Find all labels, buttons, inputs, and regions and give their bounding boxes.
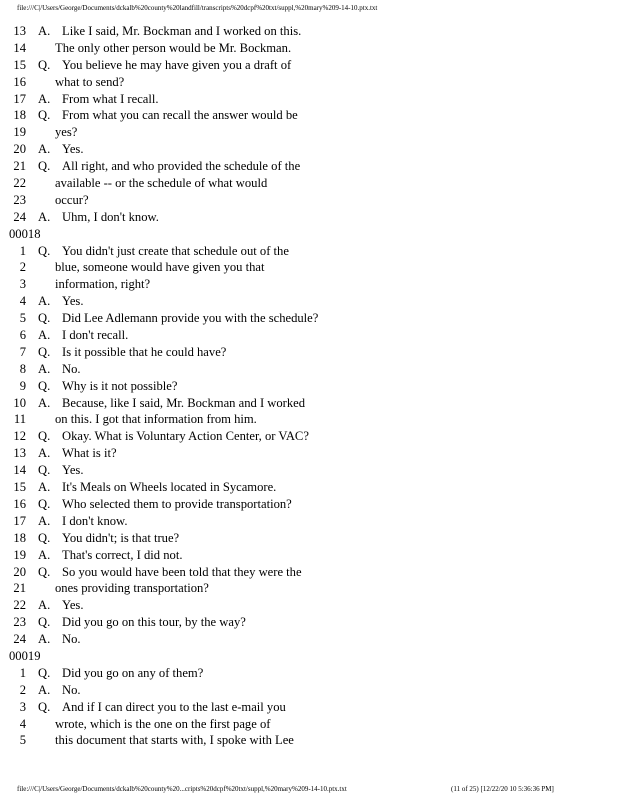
transcript-line	[0, 530, 618, 547]
line-text: You believe he may have given you a draft of	[62, 57, 292, 72]
line-text: From what I recall.	[62, 91, 159, 106]
transcript-line	[0, 699, 618, 716]
speaker-label: A.	[38, 632, 51, 647]
transcript-line	[0, 597, 618, 614]
transcript-line	[0, 192, 618, 209]
line-number: 5	[19, 311, 26, 326]
line-text: Because, like I said, Mr. Bockman and I worked	[62, 395, 306, 410]
speaker-label: A.	[38, 142, 51, 157]
line-text: That's correct, I did not.	[62, 547, 183, 562]
line-text: And if I can direct you to the last e-mail you	[62, 699, 286, 714]
line-text: on this. I got that information from him.	[55, 412, 257, 427]
page-marker	[0, 648, 618, 665]
line-number: 17	[13, 91, 26, 106]
transcript-line	[0, 547, 618, 564]
line-number: 4	[19, 716, 26, 731]
line-number: 12	[13, 429, 26, 444]
line-number: 24	[13, 209, 26, 224]
speaker-label: A.	[38, 598, 51, 613]
transcript-line	[0, 158, 618, 175]
page-marker	[0, 226, 618, 243]
speaker-label: A.	[38, 24, 51, 38]
line-number: 24	[13, 632, 26, 647]
line-text: The only other person would be Mr. Bockman.	[55, 40, 292, 55]
line-text: I don't know.	[62, 513, 128, 528]
transcript-line	[0, 614, 618, 631]
line-number: 10	[13, 395, 26, 410]
line-text: What is it?	[62, 446, 117, 461]
line-number: 23	[13, 192, 26, 207]
speaker-label: Q.	[38, 429, 51, 444]
transcript-line	[0, 395, 618, 412]
line-number: 19	[13, 125, 26, 140]
transcript-line	[0, 682, 618, 699]
page-number: 00019	[9, 648, 41, 663]
speaker-label: Q.	[38, 344, 51, 359]
transcript-line	[0, 631, 618, 648]
line-text: No.	[62, 361, 81, 376]
transcript-line	[0, 276, 618, 293]
line-text: Yes.	[62, 598, 84, 613]
transcript-line	[0, 580, 618, 597]
transcript-line	[0, 732, 618, 749]
transcript-line	[0, 23, 618, 40]
transcript-line	[0, 361, 618, 378]
speaker-label: Q.	[38, 564, 51, 579]
line-text: You didn't just create that schedule out of the	[62, 243, 289, 258]
line-number: 16	[13, 496, 26, 511]
line-text: From what you can recall the answer would be	[62, 108, 298, 123]
transcript-line	[0, 74, 618, 91]
speaker-label: Q.	[38, 108, 51, 123]
transcript-line	[0, 40, 618, 57]
line-text: No.	[62, 682, 81, 697]
transcript-body	[0, 23, 618, 749]
speaker-label: A.	[38, 328, 51, 343]
speaker-label: Q.	[38, 57, 51, 72]
speaker-label: Q.	[38, 615, 51, 630]
line-text: It's Meals on Wheels located in Sycamore.	[62, 480, 277, 495]
line-number: 4	[19, 294, 26, 309]
line-number: 16	[13, 74, 26, 89]
line-text: You didn't; is that true?	[62, 530, 180, 545]
line-number: 11	[13, 412, 26, 427]
transcript-line	[0, 479, 618, 496]
transcript-line	[0, 107, 618, 124]
line-number: 7	[19, 344, 26, 359]
line-text: Yes.	[62, 142, 84, 157]
line-number: 22	[13, 176, 26, 191]
speaker-label: Q.	[38, 463, 51, 478]
line-text: occur?	[55, 192, 89, 207]
line-text: Why is it not possible?	[62, 378, 178, 393]
transcript-line	[0, 428, 618, 445]
transcript-line	[0, 665, 618, 682]
transcript-line	[0, 293, 618, 310]
line-text: Did Lee Adlemann provide you with the schedule?	[62, 311, 319, 326]
line-number: 23	[13, 615, 26, 630]
line-number: 3	[19, 277, 26, 292]
line-number: 13	[13, 24, 26, 38]
transcript-line	[0, 243, 618, 260]
transcript-line	[0, 513, 618, 530]
page-info-footer: (11 of 25) [12/22/20 10 5:36:36 PM]	[451, 785, 554, 793]
transcript-line	[0, 716, 618, 733]
line-number: 6	[19, 328, 26, 343]
line-text: yes?	[55, 125, 78, 140]
speaker-label: A.	[38, 513, 51, 528]
speaker-label: A.	[38, 446, 51, 461]
line-text: Who selected them to provide transportation?	[62, 496, 292, 511]
speaker-label: Q.	[38, 496, 51, 511]
line-number: 21	[13, 159, 26, 174]
transcript-line	[0, 57, 618, 74]
speaker-label: Q.	[38, 665, 51, 680]
line-number: 15	[13, 480, 26, 495]
transcript-line	[0, 496, 618, 513]
line-number: 20	[13, 142, 26, 157]
line-text: Did you go on this tour, by the way?	[62, 615, 246, 630]
line-number: 14	[13, 463, 26, 478]
transcript-line	[0, 411, 618, 428]
transcript-line	[0, 378, 618, 395]
line-number: 19	[13, 547, 26, 562]
transcript-line	[0, 259, 618, 276]
speaker-label: A.	[38, 209, 51, 224]
speaker-label: Q.	[38, 378, 51, 393]
line-text: Uhm, I don't know.	[62, 209, 159, 224]
line-number: 1	[19, 243, 26, 258]
line-text: what to send?	[55, 74, 125, 89]
transcript-line	[0, 564, 618, 581]
transcript-line	[0, 209, 618, 226]
line-number: 14	[13, 40, 26, 55]
line-number: 21	[13, 581, 26, 596]
line-number: 2	[19, 260, 26, 275]
line-number: 20	[13, 564, 26, 579]
line-number: 17	[13, 513, 26, 528]
line-text: information, right?	[55, 277, 151, 292]
transcript-line	[0, 462, 618, 479]
transcript-line	[0, 310, 618, 327]
line-text: I don't recall.	[62, 328, 129, 343]
transcript-line	[0, 327, 618, 344]
line-text: Did you go on any of them?	[62, 665, 204, 680]
line-number: 1	[19, 665, 26, 680]
line-text: Yes.	[62, 294, 84, 309]
line-text: available -- or the schedule of what would	[55, 176, 268, 191]
speaker-label: A.	[38, 682, 51, 697]
transcript-line	[0, 91, 618, 108]
line-text: blue, someone would have given you that	[55, 260, 265, 275]
speaker-label: Q.	[38, 311, 51, 326]
transcript-line	[0, 175, 618, 192]
transcript-line	[0, 141, 618, 158]
line-number: 9	[19, 378, 26, 393]
line-text: Like I said, Mr. Bockman and I worked on this.	[62, 24, 302, 38]
speaker-label: Q.	[38, 159, 51, 174]
line-number: 2	[19, 682, 26, 697]
speaker-label: Q.	[38, 243, 51, 258]
page-number: 00018	[9, 226, 41, 241]
speaker-label: A.	[38, 91, 51, 106]
speaker-label: A.	[38, 361, 51, 376]
line-text: No.	[62, 632, 81, 647]
file-path-header: file:///C|/Users/George/Documents/dckalb%20county%20landfill/transcripts%20dcpf%20txt/suppl,%20mary%209-14-10.ptx.txt	[17, 4, 378, 12]
speaker-label: Q.	[38, 699, 51, 714]
line-number: 18	[13, 530, 26, 545]
line-text: this document that starts with, I spoke with Lee	[55, 733, 294, 748]
line-text: So you would have been told that they were the	[62, 564, 302, 579]
line-text: Okay. What is Voluntary Action Center, or VAC?	[62, 429, 309, 444]
line-number: 13	[13, 446, 26, 461]
speaker-label: A.	[38, 547, 51, 562]
speaker-label: Q.	[38, 530, 51, 545]
transcript-line	[0, 124, 618, 141]
transcript-line	[0, 445, 618, 462]
speaker-label: A.	[38, 294, 51, 309]
line-text: All right, and who provided the schedule of the	[62, 159, 301, 174]
speaker-label: A.	[38, 395, 51, 410]
line-text: Is it possible that he could have?	[62, 344, 227, 359]
line-number: 8	[19, 361, 26, 376]
line-number: 5	[19, 733, 26, 748]
speaker-label: A.	[38, 480, 51, 495]
transcript-line	[0, 344, 618, 361]
file-path-footer: file:///C|/Users/George/Documents/dckalb%20county%20...cripts%20dcpf%20txt/suppl,%20mary%209-14-10.ptx.txt	[17, 785, 347, 793]
line-text: Yes.	[62, 463, 84, 478]
line-number: 18	[13, 108, 26, 123]
line-number: 3	[19, 699, 26, 714]
line-number: 22	[13, 598, 26, 613]
line-text: wrote, which is the one on the first page of	[55, 716, 271, 731]
line-number: 15	[13, 57, 26, 72]
line-text: ones providing transportation?	[55, 581, 209, 596]
